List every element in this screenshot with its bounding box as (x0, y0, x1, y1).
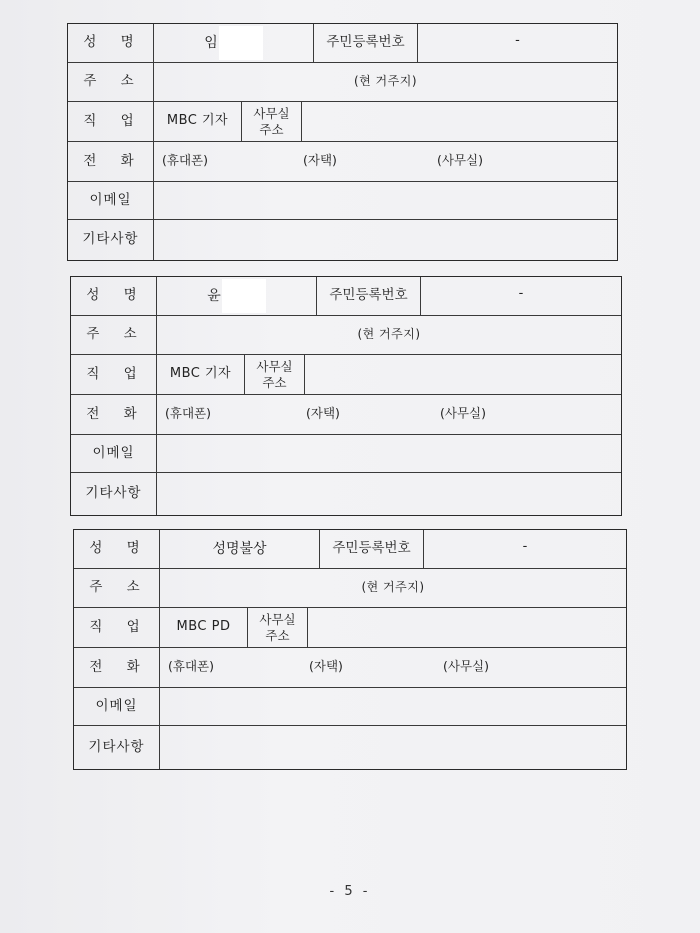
name-row (71, 277, 621, 316)
name-row (74, 530, 626, 569)
job-row (68, 102, 617, 142)
address-value: (현 거주지) (357, 327, 421, 342)
email-row (68, 182, 617, 220)
name-value: 성명불상 (160, 530, 320, 568)
name-text: 임 (204, 34, 218, 51)
etc-row (71, 473, 621, 515)
phone-row (74, 648, 626, 688)
name-label: 성 명 (74, 530, 160, 568)
name-text: 윤 (207, 287, 221, 304)
job-value: MBC 기자 (154, 102, 242, 141)
phone-label: 전 화 (74, 648, 160, 687)
etc-row (68, 220, 617, 260)
person-info-table-3 (73, 529, 627, 770)
name-value (154, 24, 314, 62)
office-label-line2: 주소 (262, 374, 287, 390)
job-label: 직 업 (74, 608, 160, 647)
office-label-line2: 주소 (259, 121, 284, 137)
etc-value (157, 473, 621, 515)
office-label-line1: 사무실 (256, 358, 293, 374)
phone-mobile-label: (휴대폰) (168, 657, 214, 673)
address-label: 주 소 (71, 316, 157, 354)
rrn-value: - (518, 285, 524, 301)
phone-home-label: (자택) (306, 404, 340, 420)
redaction-box (219, 26, 263, 60)
email-row (74, 688, 626, 726)
office-address-value (308, 608, 626, 647)
phone-value (157, 395, 621, 434)
phone-office-label: (사무실) (437, 151, 483, 167)
name-label: 성 명 (68, 24, 154, 62)
etc-value (154, 220, 617, 260)
person-info-table-2 (70, 276, 622, 516)
name-row (68, 24, 617, 63)
phone-home-label: (자택) (309, 657, 343, 673)
etc-label: 기타사항 (68, 220, 154, 260)
email-label: 이메일 (68, 182, 154, 219)
etc-value (160, 726, 626, 769)
office-address-label (248, 608, 308, 647)
person-info-table-1 (67, 23, 618, 261)
name-value (157, 277, 317, 315)
address-label: 주 소 (68, 63, 154, 101)
job-value: MBC 기자 (157, 355, 245, 394)
phone-office-label: (사무실) (440, 404, 486, 420)
phone-mobile-label: (휴대폰) (165, 404, 211, 420)
phone-office-label: (사무실) (443, 657, 489, 673)
etc-label: 기타사항 (71, 473, 157, 515)
page-number: - 5 - (329, 884, 371, 899)
office-label-line1: 사무실 (259, 611, 296, 627)
redaction-box (222, 279, 266, 313)
rrn-label: 주민등록번호 (314, 24, 418, 62)
address-row (74, 569, 626, 608)
rrn-value: - (515, 32, 520, 48)
job-label: 직 업 (68, 102, 154, 141)
job-row (74, 608, 626, 648)
email-value (154, 182, 617, 219)
phone-value (154, 142, 617, 181)
address-value: (현 거주지) (353, 74, 418, 89)
email-row (71, 435, 621, 473)
rrn-value: - (522, 538, 528, 554)
phone-value (160, 648, 626, 687)
email-label: 이메일 (74, 688, 160, 725)
job-value: MBC PD (160, 608, 248, 647)
name-label: 성 명 (71, 277, 157, 315)
address-label: 주 소 (74, 569, 160, 607)
job-label: 직 업 (71, 355, 157, 394)
office-address-label (245, 355, 305, 394)
office-address-label (242, 102, 302, 141)
email-label: 이메일 (71, 435, 157, 472)
office-label-line2: 주소 (265, 627, 290, 643)
phone-label: 전 화 (71, 395, 157, 434)
phone-home-label: (자택) (303, 151, 337, 167)
phone-mobile-label: (휴대폰) (162, 151, 208, 167)
rrn-label: 주민등록번호 (320, 530, 424, 568)
etc-label: 기타사항 (74, 726, 160, 769)
office-label-line1: 사무실 (253, 105, 290, 121)
job-row (71, 355, 621, 395)
address-value: (현 거주지) (361, 580, 425, 595)
rrn-label: 주민등록번호 (317, 277, 421, 315)
etc-row (74, 726, 626, 769)
phone-row (71, 395, 621, 435)
phone-row (68, 142, 617, 182)
office-address-value (305, 355, 621, 394)
email-value (160, 688, 626, 725)
email-value (157, 435, 621, 472)
phone-label: 전 화 (68, 142, 154, 181)
office-address-value (302, 102, 617, 141)
address-row (71, 316, 621, 355)
address-row (68, 63, 617, 102)
